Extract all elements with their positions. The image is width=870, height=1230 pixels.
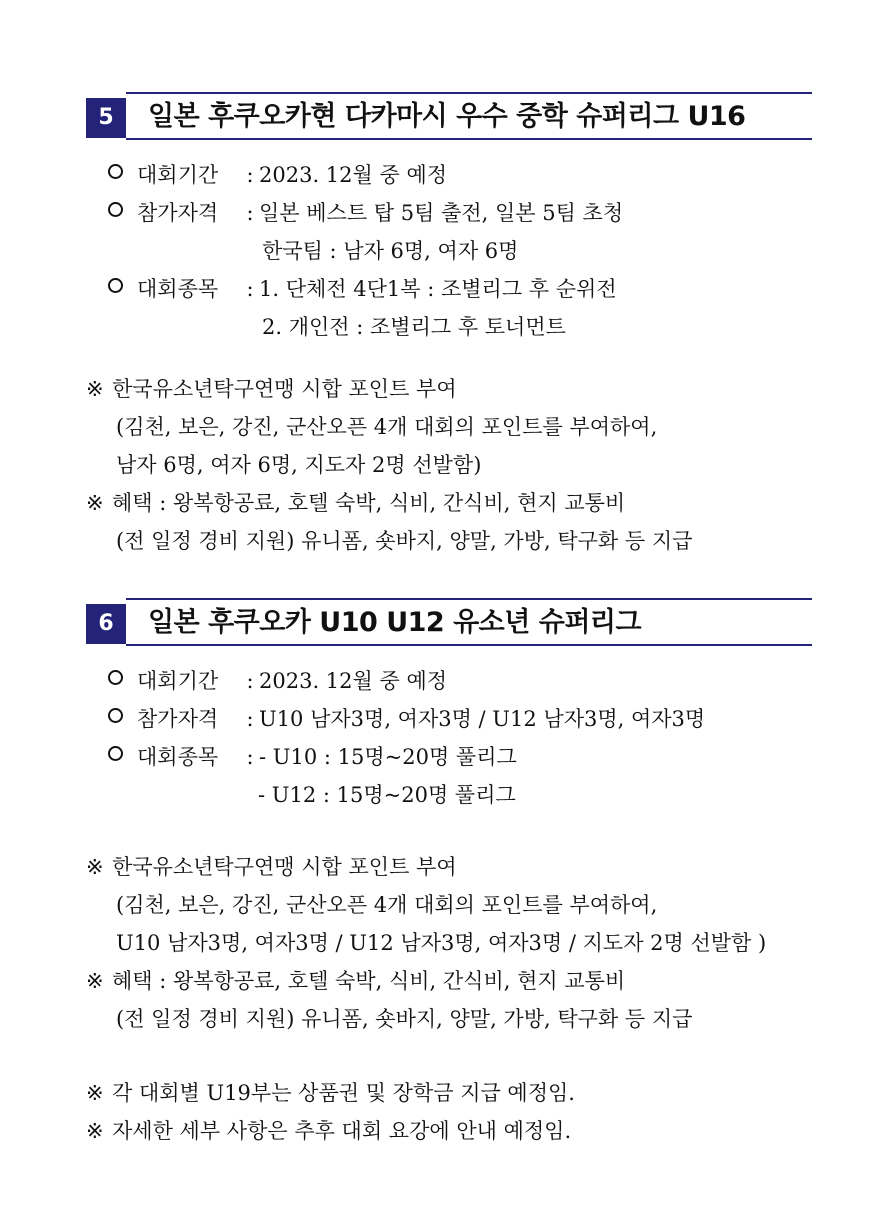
info-item-events: 대회종목 : 1. 단체전 4단1복 : 조별리그 후 순위전 [108,274,617,304]
info-item-continuation: 한국팀 : 남자 6명, 여자 6명 [262,239,519,263]
circle-bullet-icon [108,708,123,723]
header-rule-bottom [126,138,812,140]
header-rule-bottom [126,644,812,646]
circle-bullet-icon [108,670,123,685]
reference-mark-icon: ※ [86,377,104,401]
reference-mark-icon: ※ [86,1119,104,1143]
info-item-continuation: - U12 : 15명~20명 풀리그 [258,783,516,807]
section-title: 일본 후쿠오카현 다카마시 우수 중학 슈퍼리그 U16 [148,101,746,132]
note-benefits: ※ 혜택 : 왕복항공료, 호텔 숙박, 식비, 간식비, 현지 교통비 [86,966,625,996]
footer-note: ※ 각 대회별 U19부는 상품권 및 장학금 지급 예정임. [86,1078,575,1108]
note-line: (전 일정 경비 지원) 유니폼, 숏바지, 양말, 가방, 탁구화 등 지급 [116,1007,693,1031]
note-line: (김천, 보은, 강진, 군산오픈 4개 대회의 포인트를 부여하여, [116,415,658,439]
circle-bullet-icon [108,202,123,217]
note-line: U10 남자3명, 여자3명 / U12 남자3명, 여자3명 / 지도자 2명 선발함 ) [116,931,767,955]
info-item-period: 대회기간 : 2023. 12월 중 예정 [108,666,447,696]
info-item-period: 대회기간 : 2023. 12월 중 예정 [108,160,447,190]
section-5-header [86,92,812,142]
circle-bullet-icon [108,164,123,179]
info-item-eligibility: 참가자격 : 일본 베스트 탑 5팀 출전, 일본 5팀 초청 [108,198,623,228]
section-6-header [86,598,812,648]
reference-mark-icon: ※ [86,969,104,993]
section-number-badge: 5 [86,98,126,138]
reference-mark-icon: ※ [86,491,104,515]
info-item-events: 대회종목 : - U10 : 15명~20명 풀리그 [108,742,517,772]
circle-bullet-icon [108,278,123,293]
header-rule-top [126,598,812,600]
note-line: (김천, 보은, 강진, 군산오픈 4개 대회의 포인트를 부여하여, [116,893,658,917]
section-title: 일본 후쿠오카 U10 U12 유소년 슈퍼리그 [148,607,642,638]
info-item-continuation: 2. 개인전 : 조별리그 후 토너먼트 [262,315,566,339]
footer-note: ※ 자세한 세부 사항은 추후 대회 요강에 안내 예정임. [86,1116,571,1146]
note-benefits: ※ 혜택 : 왕복항공료, 호텔 숙박, 식비, 간식비, 현지 교통비 [86,488,625,518]
section-number-badge: 6 [86,604,126,644]
reference-mark-icon: ※ [86,855,104,879]
reference-mark-icon: ※ [86,1081,104,1105]
note-line: 남자 6명, 여자 6명, 지도자 2명 선발함) [116,453,482,477]
info-item-eligibility: 참가자격 : U10 남자3명, 여자3명 / U12 남자3명, 여자3명 [108,704,705,734]
note-line: (전 일정 경비 지원) 유니폼, 숏바지, 양말, 가방, 탁구화 등 지급 [116,529,693,553]
note-points: ※ 한국유소년탁구연맹 시합 포인트 부여 [86,374,457,404]
header-rule-top [126,92,812,94]
note-points: ※ 한국유소년탁구연맹 시합 포인트 부여 [86,852,457,882]
circle-bullet-icon [108,746,123,761]
